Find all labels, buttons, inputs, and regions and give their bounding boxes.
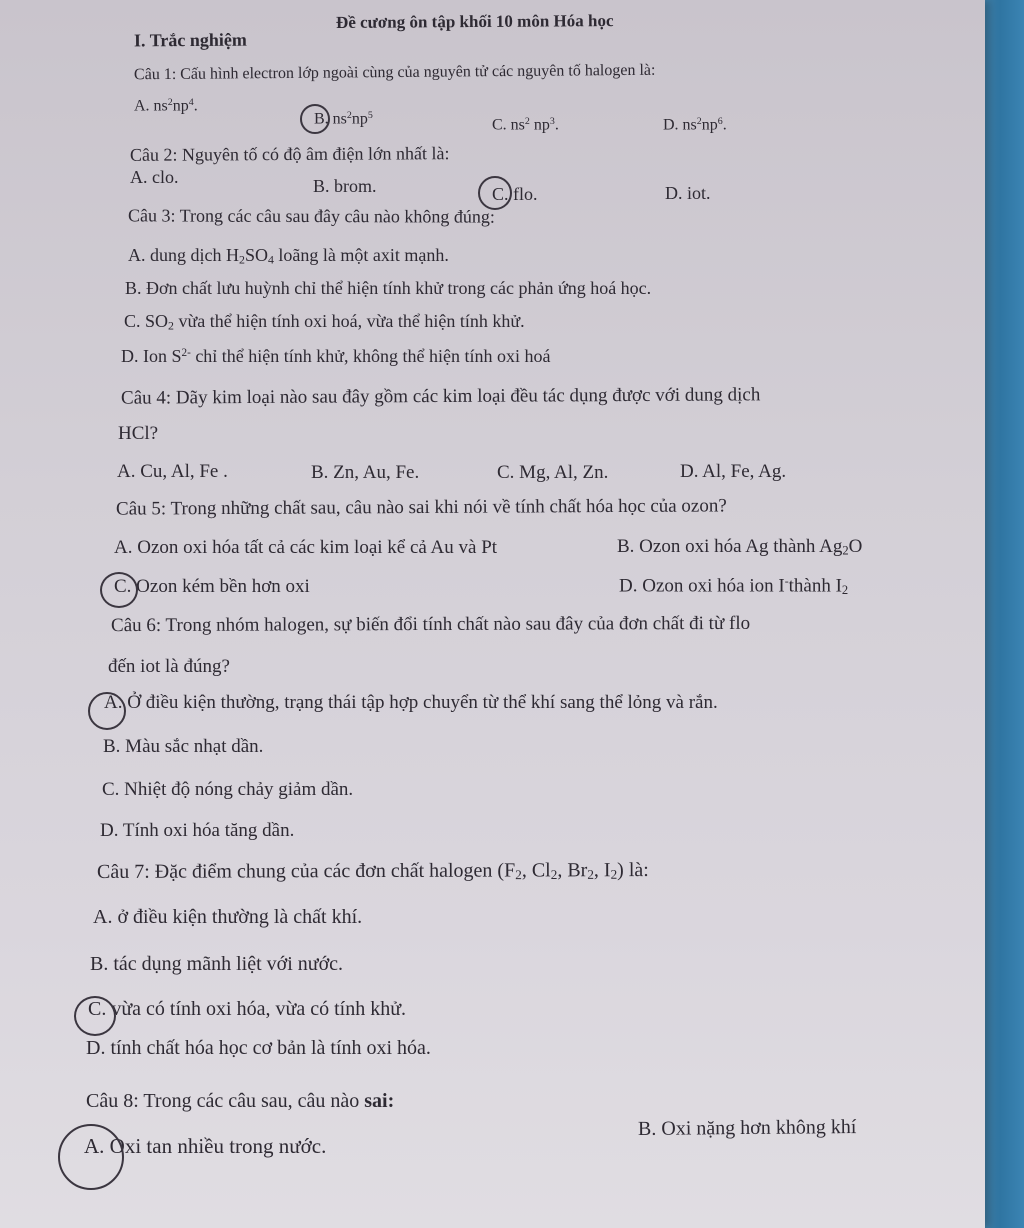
answer-circle-q5 [100, 572, 138, 608]
section-heading: I. Trắc nghiệm [133, 29, 247, 51]
question-3-option-b: B. Đơn chất lưu huỳnh chỉ thể hiện tính khử trong các phản ứng hoá học. [125, 278, 652, 298]
question-8-option-b: B. Oxi nặng hơn không khí [637, 1116, 857, 1140]
answer-circle-q8 [58, 1124, 124, 1190]
question-2-stem: Câu 2: Nguyên tố có độ âm điện lớn nhất là: [129, 143, 450, 165]
question-3-option-a: A. dung dịch $H_2SO_4$ loãng là một axit mạnh. [128, 245, 449, 267]
question-4-option-a: A. Cu, Al, Fe . [117, 461, 228, 482]
document-title: Đề cương ôn tập khối 10 môn Hóa học [335, 11, 614, 32]
question-1-option-a: A. $ns^2np^4$. [134, 97, 198, 115]
question-4-option-d: D. Al, Fe, Ag. [680, 461, 787, 482]
question-1-stem: Câu 1: Cấu hình electron lớp ngoài cùng của nguyên tử các nguyên tố halogen là: [133, 61, 656, 84]
question-3-option-c: C. $SO_2$ vừa thể hiện tính oxi hoá, vừa thể hiện tính khử. [124, 311, 525, 333]
question-1-option-b: B. $ns^2np^5$ [314, 110, 373, 128]
question-7-option-b: B. tác dụng mãnh liệt với nước. [90, 953, 344, 975]
question-7-option-a: A. ở điều kiện thường là chất khí. [93, 906, 363, 928]
question-2-option-a: A. clo. [130, 167, 179, 187]
answer-circle-q2 [478, 176, 512, 210]
question-5-stem: Câu 5: Trong những chất sau, câu nào sai khi nói về tính chất hóa học của ozon? [115, 495, 727, 520]
question-2-option-c: C. flo. [492, 184, 538, 204]
question-6-option-c: C. Nhiệt độ nóng chảy giảm dần. [102, 779, 354, 800]
question-6-option-d: D. Tính oxi hóa tăng dần. [100, 820, 295, 841]
question-7-stem: Câu 7: Đặc điểm chung của các đơn chất halogen ($F_2$, $Cl_2$, $Br_2$, $I_2$) là: [96, 859, 649, 883]
question-3-stem: Câu 3: Trong các câu sau đây câu nào không đúng: [127, 205, 495, 227]
question-6-stem-continued: đến iot là đúng? [108, 656, 230, 677]
answer-circle-q7 [74, 996, 116, 1036]
question-6-option-a: A. Ở điều kiện thường, trạng thái tập hợp chuyển từ thể khí sang thể lỏng và rắn. [104, 692, 718, 713]
question-4-option-b: B. Zn, Au, Fe. [311, 462, 420, 483]
question-5-option-c: C. Ozon kém bền hơn oxi [114, 576, 310, 597]
question-1-option-c: C. $ns^2$ $np^3$. [492, 116, 559, 134]
question-2-option-d: D. iot. [665, 183, 711, 203]
question-4-stem-continued: HCl? [118, 423, 159, 444]
answer-circle-q6 [88, 692, 126, 730]
question-8-stem: Câu 8: Trong các câu sau, câu nào sai: [86, 1090, 395, 1112]
question-4-option-c: C. Mg, Al, Zn. [497, 462, 609, 483]
question-5-option-b: B. Ozon oxi hóa Ag thành $Ag_2O$ [617, 536, 863, 558]
question-5-option-d: D. Ozon oxi hóa ion I-thành $I_2$ [619, 575, 849, 597]
question-7-option-d: D. tính chất hóa học cơ bản là tính oxi hóa. [86, 1037, 431, 1059]
question-4-stem: Câu 4: Dãy kim loại nào sau đây gồm các kim loại đều tác dụng được với dung dịch [120, 384, 761, 409]
question-8-option-a: A. Oxi tan nhiều trong nước. [84, 1134, 327, 1158]
question-1-option-d: D. $ns^2np^6$. [663, 116, 727, 134]
answer-circle-q1 [300, 104, 330, 134]
question-5-option-a: A. Ozon oxi hóa tất cả các kim loại kể cả Au và Pt [114, 537, 498, 558]
question-6-option-b: B. Màu sắc nhạt dần. [103, 736, 264, 757]
question-2-option-b: B. brom. [313, 176, 377, 196]
question-3-option-d: D. Ion $S^{2-}$ chỉ thể hiện tính khử, không thể hiện tính oxi hoá [121, 346, 551, 366]
question-7-option-c: C. vừa có tính oxi hóa, vừa có tính khử. [88, 998, 407, 1020]
question-6-stem: Câu 6: Trong nhóm halogen, sự biến đổi tính chất nào sau đây của đơn chất đi từ flo [110, 612, 751, 637]
